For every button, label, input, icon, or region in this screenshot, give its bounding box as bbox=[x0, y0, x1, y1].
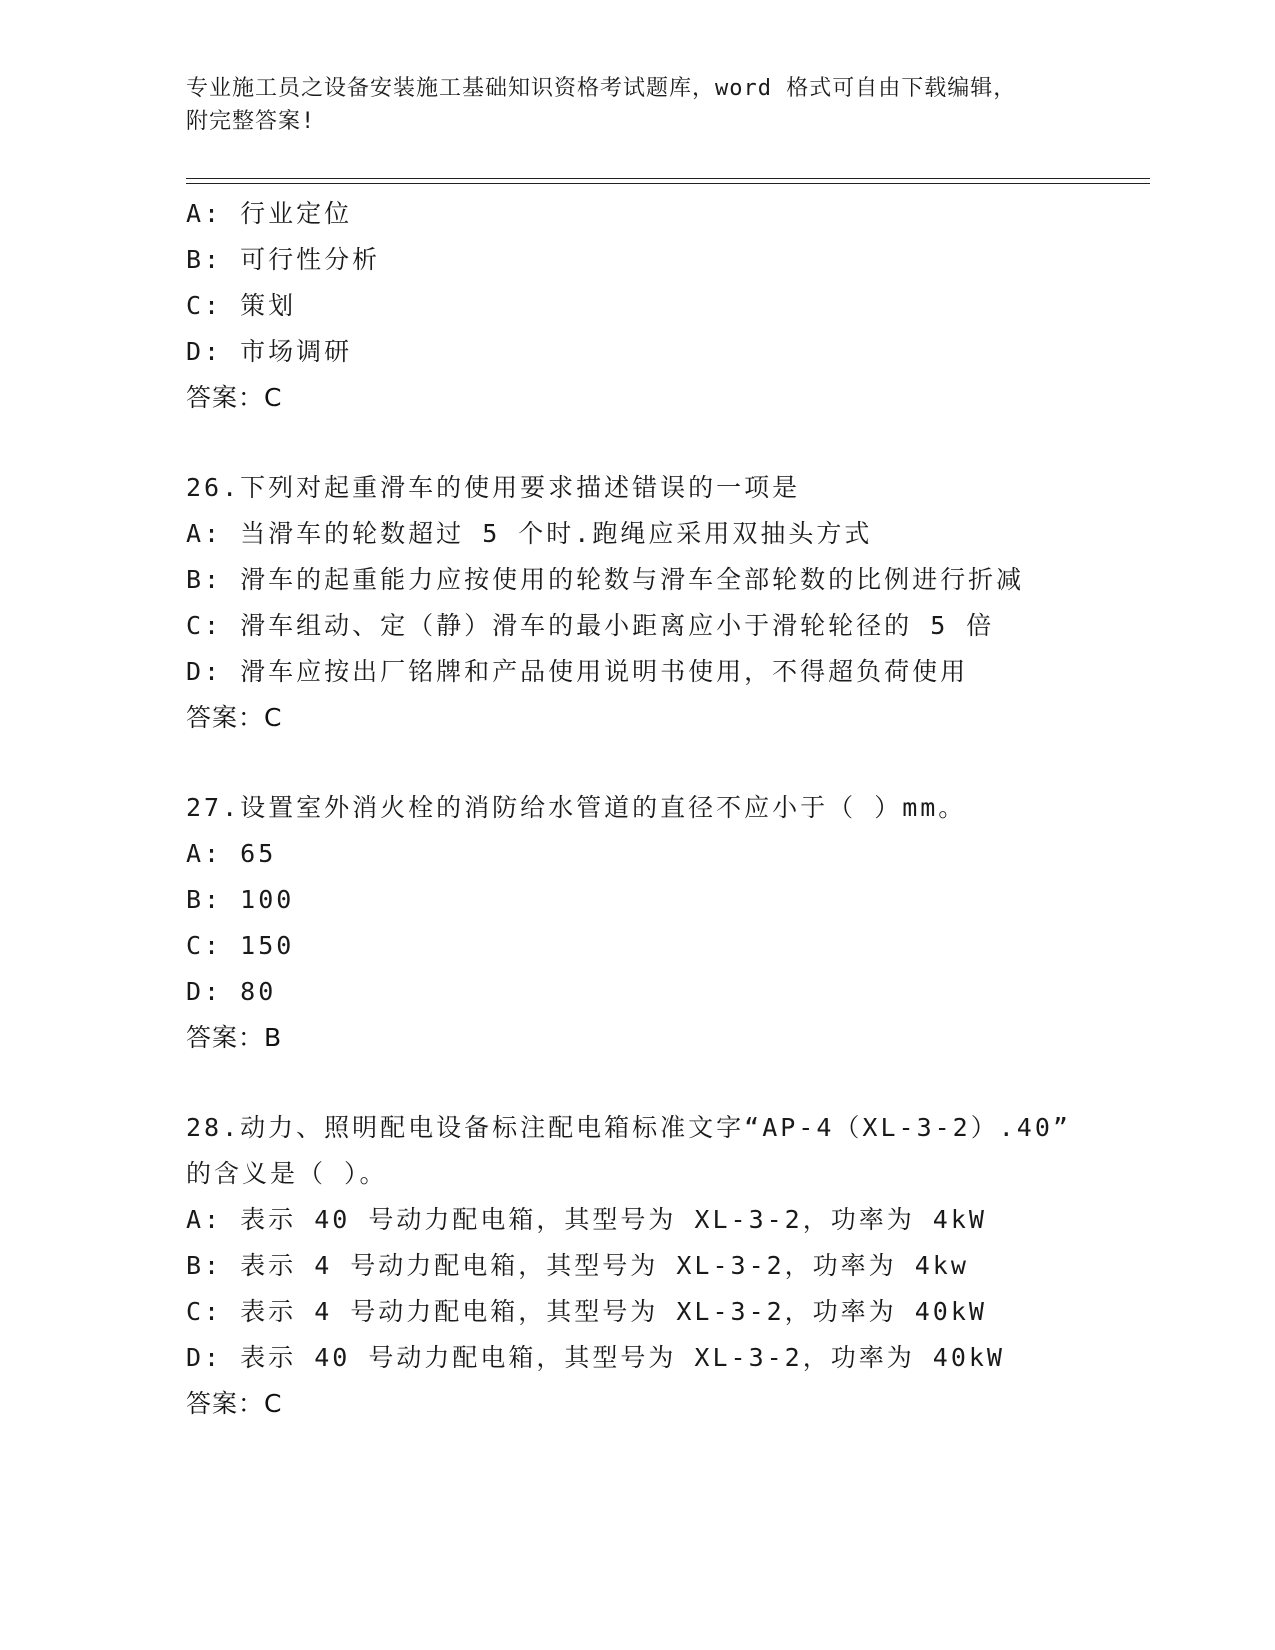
header-divider-top bbox=[186, 178, 1150, 179]
header-title-line-2: 附完整答案! bbox=[186, 109, 316, 134]
answer-key: 答案：C bbox=[186, 383, 283, 412]
question-block bbox=[186, 191, 1186, 421]
question-stem: 28.动力、照明配电设备标注配电箱标准文字“AP-4（XL-3-2）.40” bbox=[186, 1113, 1071, 1142]
question-block bbox=[186, 741, 1186, 1061]
answer-key: 答案：B bbox=[186, 1023, 283, 1052]
answer-option: A: 65 bbox=[186, 839, 277, 868]
header-title-line-1: 专业施工员之设备安装施工基础知识资格考试题库，word 格式可自由下载编辑， bbox=[186, 76, 1017, 101]
answer-option: C: 150 bbox=[186, 931, 295, 960]
answer-option: D: 滑车应按出厂铭牌和产品使用说明书使用，不得超负荷使用 bbox=[186, 657, 969, 686]
header-divider-bottom bbox=[186, 183, 1150, 184]
answer-option: C: 策划 bbox=[186, 291, 297, 320]
answer-option: A: 当滑车的轮数超过 5 个时.跑绳应采用双抽头方式 bbox=[186, 519, 873, 548]
answer-option: B: 100 bbox=[186, 885, 295, 914]
answer-option: C: 表示 4 号动力配电箱，其型号为 XL-3-2，功率为 40kW bbox=[186, 1297, 987, 1326]
document-header bbox=[186, 72, 1086, 138]
answer-key: 答案：C bbox=[186, 1389, 283, 1418]
question-list bbox=[186, 191, 1186, 1427]
answer-key: 答案：C bbox=[186, 703, 283, 732]
answer-option: A: 表示 40 号动力配电箱，其型号为 XL-3-2，功率为 4kW bbox=[186, 1205, 987, 1234]
question-stem: 27.设置室外消火栓的消防给水管道的直径不应小于（ ）mm。 bbox=[186, 793, 967, 822]
answer-option: B: 表示 4 号动力配电箱，其型号为 XL-3-2，功率为 4kw bbox=[186, 1251, 969, 1280]
answer-option: D: 80 bbox=[186, 977, 277, 1006]
question-spacer bbox=[186, 1061, 1186, 1105]
answer-option: D: 表示 40 号动力配电箱，其型号为 XL-3-2，功率为 40kW bbox=[186, 1343, 1005, 1372]
question-block bbox=[186, 1061, 1186, 1427]
question-spacer bbox=[186, 421, 1186, 465]
answer-option: C: 滑车组动、定（静）滑车的最小距离应小于滑轮轮径的 5 倍 bbox=[186, 611, 995, 640]
answer-option: D: 市场调研 bbox=[186, 337, 353, 366]
question-spacer bbox=[186, 741, 1186, 785]
answer-option: A: 行业定位 bbox=[186, 199, 353, 228]
question-stem: 的含义是（ ）。 bbox=[186, 1159, 388, 1188]
answer-option: B: 滑车的起重能力应按使用的轮数与滑车全部轮数的比例进行折减 bbox=[186, 565, 1025, 594]
question-block bbox=[186, 421, 1186, 741]
answer-option: B: 可行性分析 bbox=[186, 245, 381, 274]
question-stem: 26.下列对起重滑车的使用要求描述错误的一项是 bbox=[186, 473, 801, 502]
